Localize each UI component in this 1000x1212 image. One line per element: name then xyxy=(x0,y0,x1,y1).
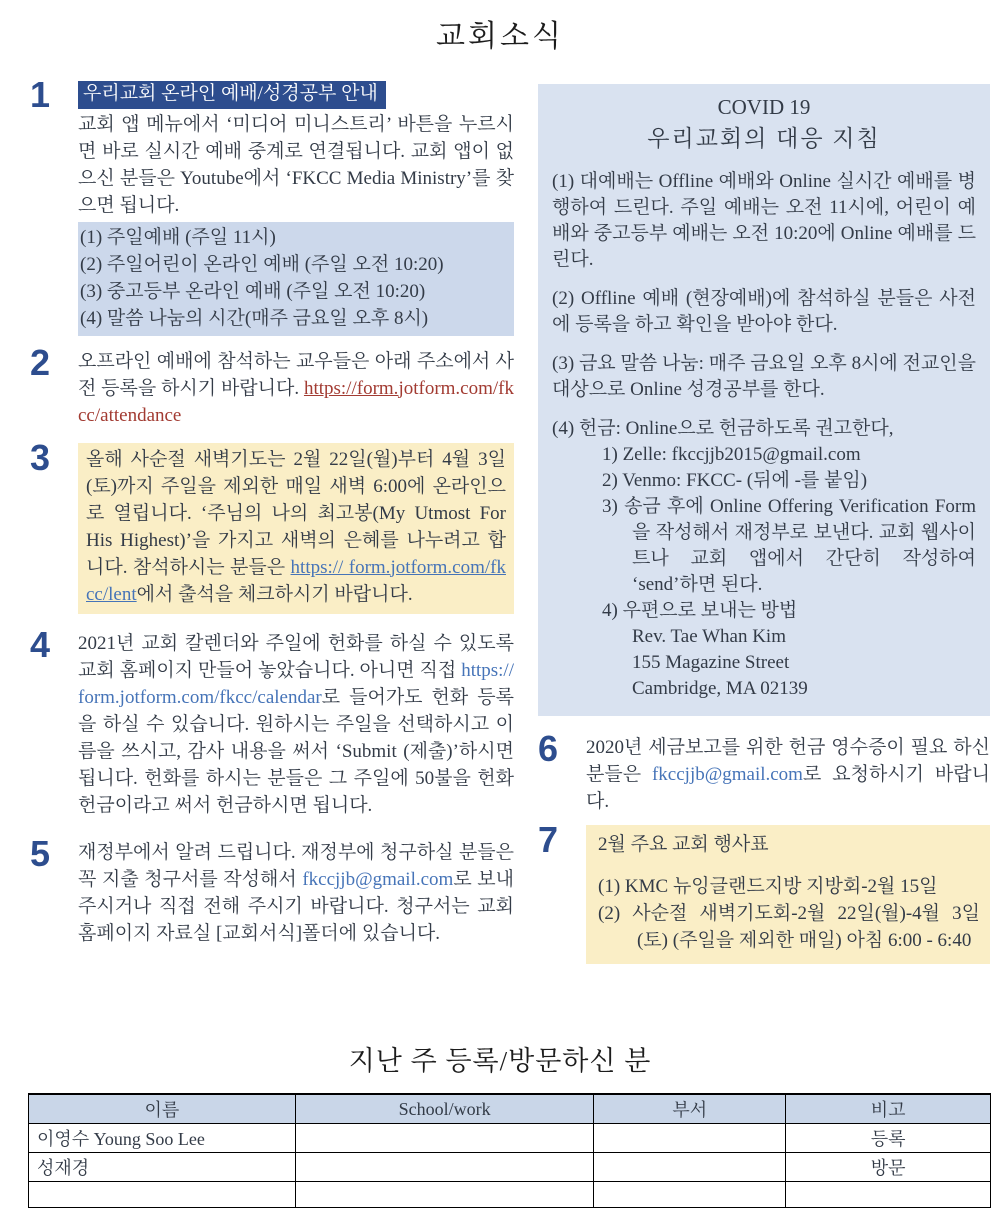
table-header-row xyxy=(29,1094,991,1124)
table-row xyxy=(29,1182,991,1208)
item1-highlight-header: 우리교회 온라인 예배/성경공부 안내 xyxy=(78,81,386,109)
table-header-name: 이름 xyxy=(29,1094,296,1124)
mailing-address-line: Cambridge, MA 02139 xyxy=(632,678,808,699)
cell-name xyxy=(29,1182,296,1208)
item-number: 1 xyxy=(30,74,51,115)
text-segment: 에서 출석을 체크하시기 바랍니다. xyxy=(136,584,413,605)
covid-paragraph-2: (2) Offline 예배 (현장예배)에 참석하실 분들은 사전에 등록을 하고 확인을 받아야 한다. xyxy=(552,288,976,335)
cell-school-work xyxy=(295,1124,594,1153)
cell-department xyxy=(594,1153,786,1182)
text-segment: 로 들어가도 헌화 등록을 하실 수 있습니다. 원하시는 주일을 선택하시고 이름을 쓰시고, 감사 내용을 써서 ‘Submit (제출)’하시면 됩니다. 헌화를 하시는 분들은 그 주일에 50불을 헌화 헌금이라고 써서 헌금하시면 됩니다. xyxy=(78,687,514,816)
text-segment: 올해 사순절 새벽기도는 2월 22일(월)부터 4월 3일(토)까지 주일을 제외한 매일 새벽 6:00에 온라인으로 열립니다. ‘주님의 나의 최고봉(My Utmost For His Highest)’을 가지고 새벽의 은혜를 나누려고 합니다. 참석하시는 분들은 xyxy=(86,449,506,578)
inline-link[interactable]: fkccjjb@gmail.com xyxy=(651,764,803,785)
news-item-4 xyxy=(30,624,514,819)
item4-paragraph xyxy=(78,630,514,819)
cell-department xyxy=(594,1124,786,1153)
news-item-6 xyxy=(538,728,990,815)
event-line: (2) 사순절 새벽기도회-2월 22일(월)-4월 3일(토) (주일을 제외한 매일) 아침 6:00 - 6:40 xyxy=(598,903,980,951)
news-item-7 xyxy=(538,819,990,964)
visitors-table-wrap xyxy=(28,1093,991,1208)
item-number: 7 xyxy=(538,819,559,860)
item-number: 4 xyxy=(30,624,51,665)
newsletter-title: 교회소식 xyxy=(436,20,564,53)
item1-schedule-highlight xyxy=(78,222,514,336)
inline-link[interactable]: jotform.com/fkcc/attendance xyxy=(78,378,514,426)
covid-offering-option: 2) Venmo: FKCC- (뒤에 -를 붙임) xyxy=(602,470,868,491)
right-column xyxy=(538,84,990,964)
inline-link[interactable]: com xyxy=(420,869,454,890)
cell-name: 성재경 xyxy=(29,1153,296,1182)
schedule-line: (2) 주일어린이 온라인 예배 (주일 오전 10:20) xyxy=(80,254,444,275)
text-segment: 로 요청하시기 바랍니다. xyxy=(586,764,990,812)
event-line: (1) KMC 뉴잉글랜드지방 지방회-2월 15일 xyxy=(598,876,938,897)
covid-paragraph-4-heading: (4) 헌금: Online으로 헌금하도록 권고한다, xyxy=(552,418,894,439)
text-segment: 2020년 세금보고를 위한 헌금 영수증이 필요 하신 분들은 xyxy=(586,737,990,785)
cell-note xyxy=(786,1182,991,1208)
table-row xyxy=(29,1153,991,1182)
cell-note: 등록 xyxy=(786,1124,991,1153)
schedule-line: (3) 중고등부 온라인 예배 (주일 오전 10:20) xyxy=(80,281,426,302)
covid-offering-option: 1) Zelle: fkccjjb2015@gmail.com xyxy=(602,444,861,465)
news-item-1 xyxy=(30,74,514,336)
covid-offering-option: 4) 우편으로 보내는 방법 xyxy=(602,600,798,621)
events-heading: 2월 주요 교회 행사표 xyxy=(598,834,769,855)
cell-school-work xyxy=(295,1153,594,1182)
item-number: 6 xyxy=(538,728,559,769)
covid-title-line1: COVID 19 xyxy=(717,95,811,119)
table-row xyxy=(29,1124,991,1153)
text-segment: 재정부에서 알려 드립니다. 재정부에 청구하실 분들은 꼭 지출 청구서를 작성해서 xyxy=(78,842,514,890)
table-header-note: 비고 xyxy=(786,1094,991,1124)
item-number: 5 xyxy=(30,833,51,874)
covid-offering-option: 3) 송금 후에 Online Offering Verification Form을 작성해서 재정부로 보낸다. 교회 웹사이트나 교회 앱에서 간단히 작성하여 ‘send’하면 된다. xyxy=(602,496,976,595)
item6-paragraph xyxy=(586,734,990,815)
schedule-line: (4) 말씀 나눔의 시간(매주 금요일 오후 8시) xyxy=(80,308,429,329)
inline-link[interactable]: https:// form. xyxy=(290,557,391,578)
inline-link[interactable]: https://form. xyxy=(303,378,399,399)
item2-paragraph xyxy=(78,348,514,429)
item-body xyxy=(78,80,514,336)
item-number: 3 xyxy=(30,437,51,478)
text-segment: 2021년 교회 칼렌더와 주일에 헌화를 하실 수 있도록 교회 홈페이지 만들어 놓았습니다. 아니면 직접 xyxy=(78,633,514,681)
cell-note: 방문 xyxy=(786,1153,991,1182)
news-item-2 xyxy=(30,342,514,429)
item3-lent-highlight xyxy=(78,443,514,614)
item1-paragraph: 교회 앱 메뉴에서 ‘미디어 미니스트리’ 바튼을 누르시면 바로 실시간 예배 중계로 연결됩니다. 교회 앱이 없으신 분들은 Youtube에서 ‘FKCC Media Ministry’를 찾으면 됩니다. xyxy=(78,114,514,216)
visitors-section xyxy=(0,1044,1000,1178)
visitors-table xyxy=(28,1093,991,1208)
table-header-school-work: School/work xyxy=(295,1094,594,1124)
covid-paragraph-3: (3) 금요 말씀 나눔: 매주 금요일 오후 8시에 전교인을 대상으로 Online 성경공부를 한다. xyxy=(552,353,976,400)
covid-title-line2: 우리교회의 대응 지침 xyxy=(647,126,881,151)
news-item-3 xyxy=(30,437,514,614)
february-events-panel xyxy=(586,825,990,964)
item-body xyxy=(78,443,514,614)
cell-name: 이영수 Young Soo Lee xyxy=(29,1124,296,1153)
news-item-5 xyxy=(30,833,514,947)
item5-paragraph xyxy=(78,839,514,947)
inline-link[interactable]: jotform.com/fkcc/lent xyxy=(86,557,506,605)
item-body xyxy=(586,825,990,964)
text-segment: 로 보내주시거나 직접 전해 주시기 바랍니다. 청구서는 교회 홈페이지 자료실 [교회서식]폴더에 있습니다. xyxy=(78,869,514,944)
table-header-department: 부서 xyxy=(594,1094,786,1124)
mailing-address-line: 155 Magazine Street xyxy=(632,652,790,673)
covid-guidelines-panel xyxy=(538,84,990,716)
mailing-address-line: Rev. Tae Whan Kim xyxy=(632,626,786,647)
inline-link[interactable]: https://form.jotform.com/fkcc/calendar xyxy=(78,660,514,708)
schedule-line: (1) 주일예배 (주일 11시) xyxy=(80,227,276,248)
text-segment: 오프라인 예배에 참석하는 교우들은 아래 주소에서 사전 등록을 하시기 바랍니다. xyxy=(78,351,514,399)
item-number: 2 xyxy=(30,342,51,383)
cell-department xyxy=(594,1182,786,1208)
covid-paragraph-1: (1) 대예배는 Offline 예배와 Online 실시간 예배를 병행하여 드린다. 주일 예배는 오전 11시에, 어린이 예배와 중고등부 예배는 오전 10:20에 Online 예배를 드린다. xyxy=(552,171,976,270)
visitors-table-title: 지난 주 등록/방문하신 분 xyxy=(348,1046,652,1076)
cell-school-work xyxy=(295,1182,594,1208)
inline-link[interactable]: fkccjjb@gmail. xyxy=(302,869,421,890)
left-column xyxy=(30,74,514,947)
